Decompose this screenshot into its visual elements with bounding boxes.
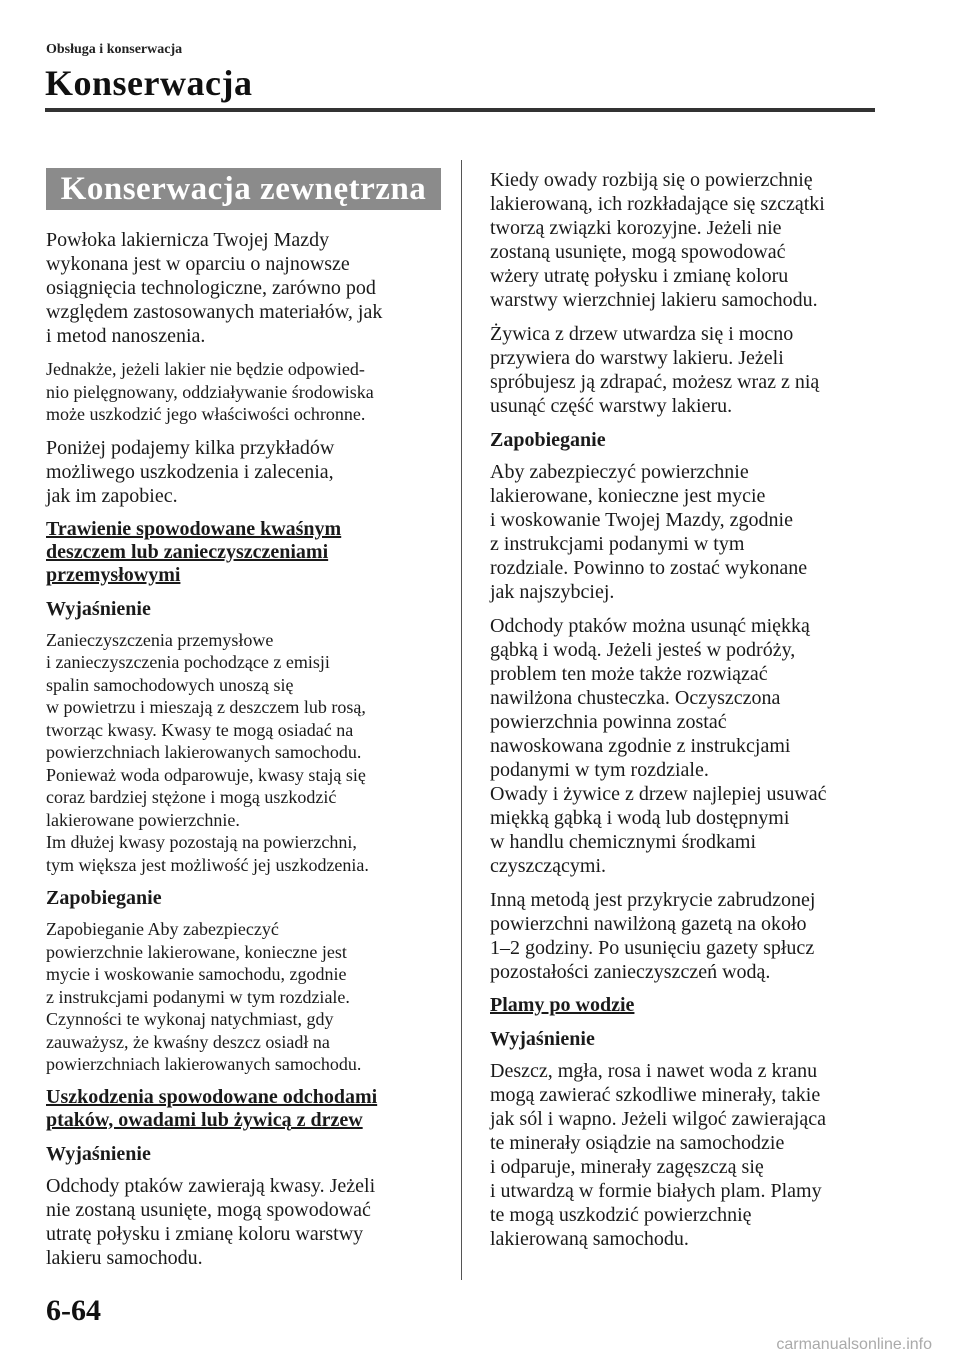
right-column xyxy=(490,168,885,1261)
section-banner: Konserwacja zewnętrzna xyxy=(46,168,441,210)
removal-paragraph: Odchody ptaków można usunąć miękką gąbką i wodą. Jeżeli jesteś w podróży, problem ten może także rozwiązać nawilżona chusteczka. Oczyszczona powierzchnia powinna zostać nawoskowana zgodnie z instrukcjami podanymi w tym rozdziale. Owady i żywice z drzew najlepiej usuwać miękką gąbką i wodą lub dostępnymi w handlu chemicznymi środkami czyszczącymi. xyxy=(490,615,827,877)
left-column xyxy=(46,168,441,1280)
title-rule xyxy=(45,108,875,112)
acid-rain-prevention: Zapobieganie Aby zabezpieczyć powierzchnie lakierowane, konieczne jest mycie i woskowanie samochodu, zgodnie z instrukcjami podanymi w tym rozdziale. Czynności te wykonaj natychmiast, gdy zauważysz, że kwaśny deszcz osiadł na powierzchniach lakierowanych samochodu. xyxy=(46,919,362,1074)
subheading-bird-droppings: Uszkodzenia spowodowane odchodami ptaków, owadami lub żywicą z drzew xyxy=(46,1085,378,1131)
breadcrumb: Obsługa i konserwacja xyxy=(46,42,183,57)
intro-paragraph-3: Poniżej podajemy kilka przykładów możliwego uszkodzenia i zalecenia, jak im zapobiec. xyxy=(46,436,335,507)
newspaper-method-paragraph: Inną metodą jest przykrycie zabrudzonej powierzchni nawilżoną gazetą na około 1–2 godziny. Po usunięciu gazety spłucz pozostałości zanieczyszczeń wodą. xyxy=(490,889,816,983)
subheading-acid-rain: Trawienie spowodowane kwaśnym deszczem lub zanieczyszczeniami przemysłowymi xyxy=(46,517,342,586)
page-number: 6-64 xyxy=(46,1294,101,1327)
water-spots-explanation: Deszcz, mgła, rosa i nawet woda z kranu mogą zawierać szkodliwe minerały, takie jak sól i wapno. Jeżeli wilgoć zawierająca te minerały osiądzie na samochodzie i odparuje, minerały zagęszczą się i utwardzą w formie białych plam. Plamy te mogą uszkodzić powierzchnię lakierowaną samochodu. xyxy=(490,1060,826,1250)
intro-paragraph-2: Jednakże, jeżeli lakier nie będzie odpowied- nio pielęgnowany, oddziaływanie środowiska może uszkodzić jego właściwości ochronne. xyxy=(46,359,374,424)
column-divider xyxy=(461,160,462,1280)
prevention-paragraph: Aby zabezpieczyć powierzchnie lakierowane, konieczne jest mycie i woskowanie Twojej Mazdy, zgodnie z instrukcjami podanymi w tym rozdziale. Powinno to zostać wykonane jak najszybciej. xyxy=(490,461,808,603)
intro-paragraph-1: Powłoka lakiernicza Twojej Mazdy wykonana jest w oparciu o najnowsze osiągnięcia technologiczne, zarówno pod względem zastosowanych materiałów, jak i metod nanoszenia. xyxy=(46,229,383,347)
acid-rain-explanation: Zanieczyszczenia przemysłowe i zanieczyszczenia pochodzące z emisji spalin samochodowych unoszą się w powietrzu i mieszają z deszczem lub rosą, tworząc kwasy. Kwasy te mogą osiadać na powierzchniach lakierowanych samochodu. Ponieważ woda odparowuje, kwasy stają się coraz bardziej stężone i mogą uszkodzić lakierowane powierzchnie. Im dłużej kwasy pozostają na powierzchni, tym większa jest możliwość jej uszkodzenia. xyxy=(46,629,369,875)
subheading-water-spots: Plamy po wodzie xyxy=(490,994,635,1016)
tree-sap-paragraph: Żywica z drzew utwardza się i mocno przywiera do warstwy lakieru. Jeżeli spróbujesz ją zdrapać, możesz wraz z nią usunąć część warstwy lakieru. xyxy=(490,323,820,417)
bird-droppings-explanation: Odchody ptaków zawierają kwasy. Jeżeli nie zostaną usunięte, mogą spowodować utratę połysku i zmianę koloru warstwy lakieru samochodu. xyxy=(46,1174,376,1269)
label-explanation: Wyjaśnienie xyxy=(490,1028,595,1050)
label-explanation: Wyjaśnienie xyxy=(46,597,151,620)
label-prevention: Zapobieganie xyxy=(46,887,162,909)
page-title: Konserwacja xyxy=(45,63,253,103)
insects-paragraph: Kiedy owady rozbiją się o powierzchnię lakierowaną, ich rozkładające się szczątki tworzą związki korozyjne. Jeżeli nie zostaną usunięte, mogą spowodować wżery utratę połysku i zmianę koloru warstwy wierzchniej lakieru samochodu. xyxy=(490,169,825,311)
label-explanation: Wyjaśnienie xyxy=(46,1142,151,1165)
watermark: carmanualsonline.info xyxy=(776,1336,932,1353)
label-prevention: Zapobieganie xyxy=(490,429,606,451)
